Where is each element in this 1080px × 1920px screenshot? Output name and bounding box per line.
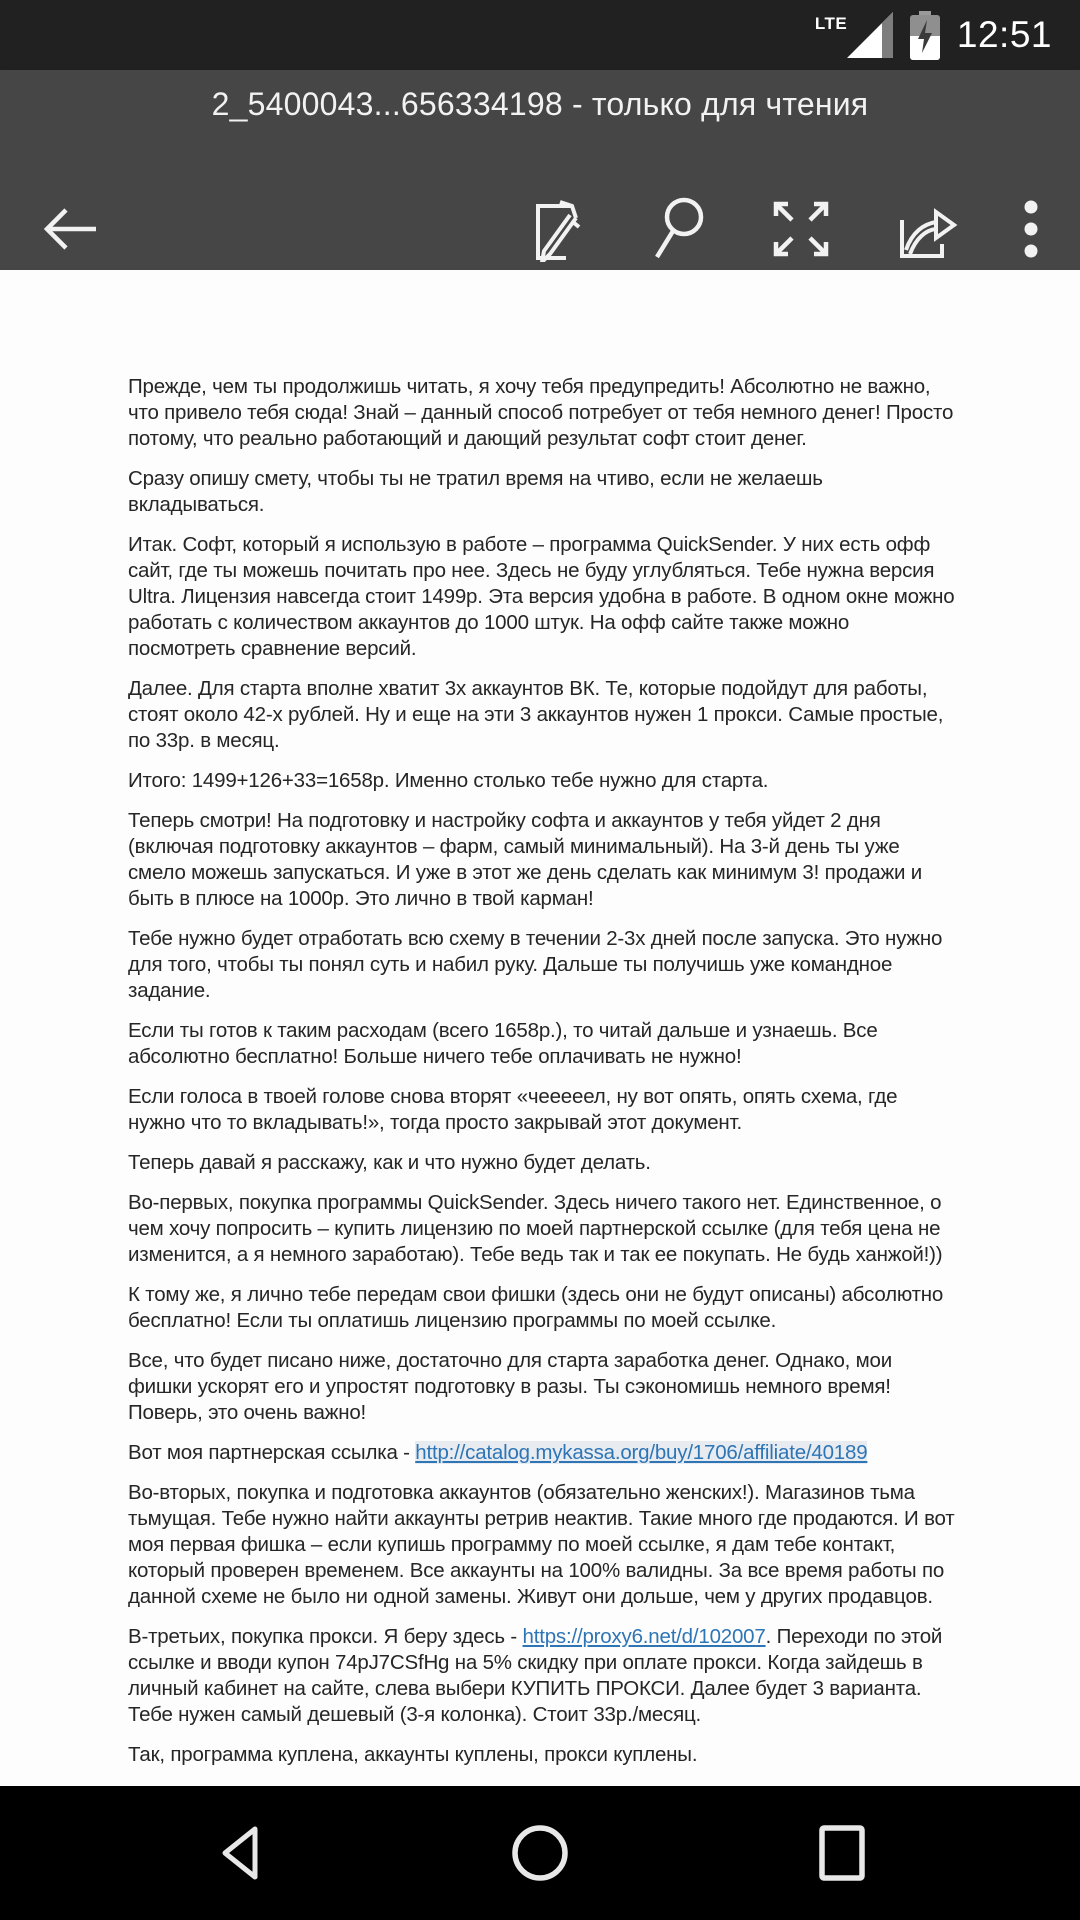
document-view[interactable]: [0, 270, 1080, 1786]
status-bar: [0, 0, 1080, 70]
fullscreen-button[interactable]: [772, 200, 830, 258]
text-run: Прежде, чем ты продолжишь читать, я хочу тебя предупредить! Абсолютно не важно, что привело тебя сюда! Знай – данный способ потребует от тебя немного денег! Просто потому, что реально работающий и дающий результат софт стоит денег.: [128, 375, 954, 450]
text-run: Итак. Софт, который я использую в работе – программа QuickSender. У них есть офф сайт, где ты можешь почитать про нее. Здесь не буду углубляться. Тебе нужна версия Ultra. Лицензия навсегда стоит 1499р. Эта версия удобна в работе. В одном окне можно работать с количеством аккаунтов до 1000 штук. На офф сайте также можно посмотреть сравнение версий.: [128, 533, 955, 660]
text-run: Вот моя партнерская ссылка -: [128, 1441, 416, 1464]
overflow-menu-button[interactable]: [1024, 200, 1038, 258]
text-run: Теперь смотри! На подготовку и настройку софта и аккаунтов у тебя уйдет 2 дня (включая подготовку аккаунтов – фарм, самый минимальный). На 3-й день ты уже смело можешь запускаться. И уже в этот же день сделать как минимум 3! продажи и быть в плюсе на 1000р. Это лично в твой карман!: [128, 809, 922, 910]
document-text: [0, 270, 1080, 1768]
network-type-label: LTE: [814, 14, 848, 33]
paragraph: [128, 1084, 958, 1136]
paragraph: [128, 926, 958, 1004]
lte-signal-icon: [815, 10, 893, 60]
back-button[interactable]: [42, 207, 100, 251]
text-run: К тому же, я лично тебе передам свои фишки (здесь они не будут описаны) абсолютно бесплатно! Если ты оплатишь лицензию программы по моей ссылке.: [128, 1283, 944, 1332]
text-run: В-третьих, покупка прокси. Я беру здесь -: [128, 1625, 523, 1648]
edit-document-icon: [530, 196, 588, 262]
text-run: Если ты готов к таким расходам (всего 1658р.), то читай дальше и узнаешь. Все абсолютно бесплатно! Больше ничего тебе оплачивать не нужно!: [128, 1019, 878, 1068]
navigation-bar: [0, 1786, 1080, 1920]
hyperlink[interactable]: https://proxy6.net/d/102007: [522, 1625, 766, 1648]
text-run: Сразу опишу смету, чтобы ты не тратил время на чтиво, если не желаешь вкладываться.: [128, 467, 823, 516]
paragraph: [128, 808, 958, 912]
paragraph: [128, 676, 958, 754]
edit-button[interactable]: [530, 196, 588, 262]
text-run: Итого: 1499+126+33=1658р. Именно столько тебе нужно для старта.: [128, 769, 769, 792]
paragraph: [128, 1282, 958, 1334]
overflow-menu-icon: [1024, 200, 1038, 258]
paragraph: [128, 1624, 958, 1728]
paragraph: [128, 768, 958, 794]
paragraph: [128, 1190, 958, 1268]
nav-back-button[interactable]: [219, 1824, 261, 1882]
nav-home-button[interactable]: [511, 1824, 569, 1882]
text-run: . Переходи по этой ссылке и вводи купон 74pJ7CSfHg на 5% скидку при оплате прокси. Когда зайдешь в личный кабинет на сайте, слева выбери КУПИТЬ ПРОКСИ. Далее будет 3 варианта. Тебе нужен самый дешевый (3-я колонка). Стоит 33р./месяц.: [128, 1625, 943, 1726]
paragraph: [128, 1480, 958, 1610]
paragraph: [128, 1150, 958, 1176]
nav-recents-square-icon: [818, 1824, 866, 1882]
toolbar: [0, 188, 1080, 270]
status-time: 12:51: [956, 14, 1052, 55]
paragraph: [128, 374, 958, 452]
share-button[interactable]: [896, 198, 958, 260]
text-run: Тебе нужно будет отработать всю схему в течении 2-3х дней после запуска. Это нужно для того, чтобы ты понял суть и набил руку. Дальше ты получишь уже командное задание.: [128, 927, 943, 1002]
text-run: Во-первых, покупка программы QuickSender. Здесь ничего такого нет. Единственное, о чем хочу попросить – купить лицензию по моей партнерской ссылке (для тебя цена не изменится, а я немного заработаю). Тебе ведь так и так ее покупать. Не будь ханжой!)): [128, 1191, 943, 1266]
text-run: Так, программа куплена, аккаунты куплены, прокси куплены.: [128, 1743, 698, 1766]
toolbar-actions: [530, 196, 1038, 262]
text-run: Теперь давай я расскажу, как и что нужно будет делать.: [128, 1151, 651, 1174]
paragraph: [128, 1348, 958, 1426]
text-run: Если голоса в твоей голове снова вторят «чееееел, ну вот опять, опять схема, где нужно что то вкладывать!», тогда просто закрывай этот документ.: [128, 1085, 898, 1134]
text-run: Во-вторых, покупка и подготовка аккаунтов (обязательно женских!). Магазинов тьма тьмущая. Тебе нужно найти аккаунты ретрив неактив. Такие много где продаются. И вот моя первая фишка – если купишь программу по моей ссылке, я дам тебе контакт, который проверен временем. Все аккаунты на 100% валидны. За все время работы по данной схеме не было ни одной замены. Живут они дольше, чем у других продавцов.: [128, 1481, 955, 1608]
search-button[interactable]: [654, 197, 706, 261]
hyperlink[interactable]: http://catalog.mykassa.org/buy/1706/affiliate/40189: [415, 1441, 868, 1464]
nav-back-triangle-icon: [219, 1824, 261, 1882]
search-icon: [654, 197, 706, 261]
nav-recents-button[interactable]: [818, 1824, 866, 1882]
paragraph: [128, 1018, 958, 1070]
document-title: 2_5400043...656334198 - только для чтения: [211, 86, 869, 122]
signal-triangle-icon: [847, 12, 893, 58]
share-icon: [896, 198, 958, 260]
fullscreen-icon: [772, 200, 830, 258]
app-bar: [0, 70, 1080, 270]
back-arrow-icon: [42, 207, 100, 251]
battery-charging-icon: [909, 11, 941, 61]
paragraph: [128, 466, 958, 518]
text-run: Далее. Для старта вполне хватит 3х аккаунтов ВК. Те, которые подойдут для работы, стоят около 42-х рублей. Ну и еще на эти 3 аккаунтов нужен 1 прокси. Самые простые, по 33р. в месяц.: [128, 677, 944, 752]
nav-home-circle-icon: [511, 1824, 569, 1882]
paragraph: [128, 532, 958, 662]
paragraph: [128, 1742, 958, 1768]
paragraph: [128, 1440, 958, 1466]
text-run: Все, что будет писано ниже, достаточно для старта заработка денег. Однако, мои фишки ускорят его и упростят подготовку в разы. Ты сэкономишь немного время! Поверь, это очень важно!: [128, 1349, 893, 1424]
